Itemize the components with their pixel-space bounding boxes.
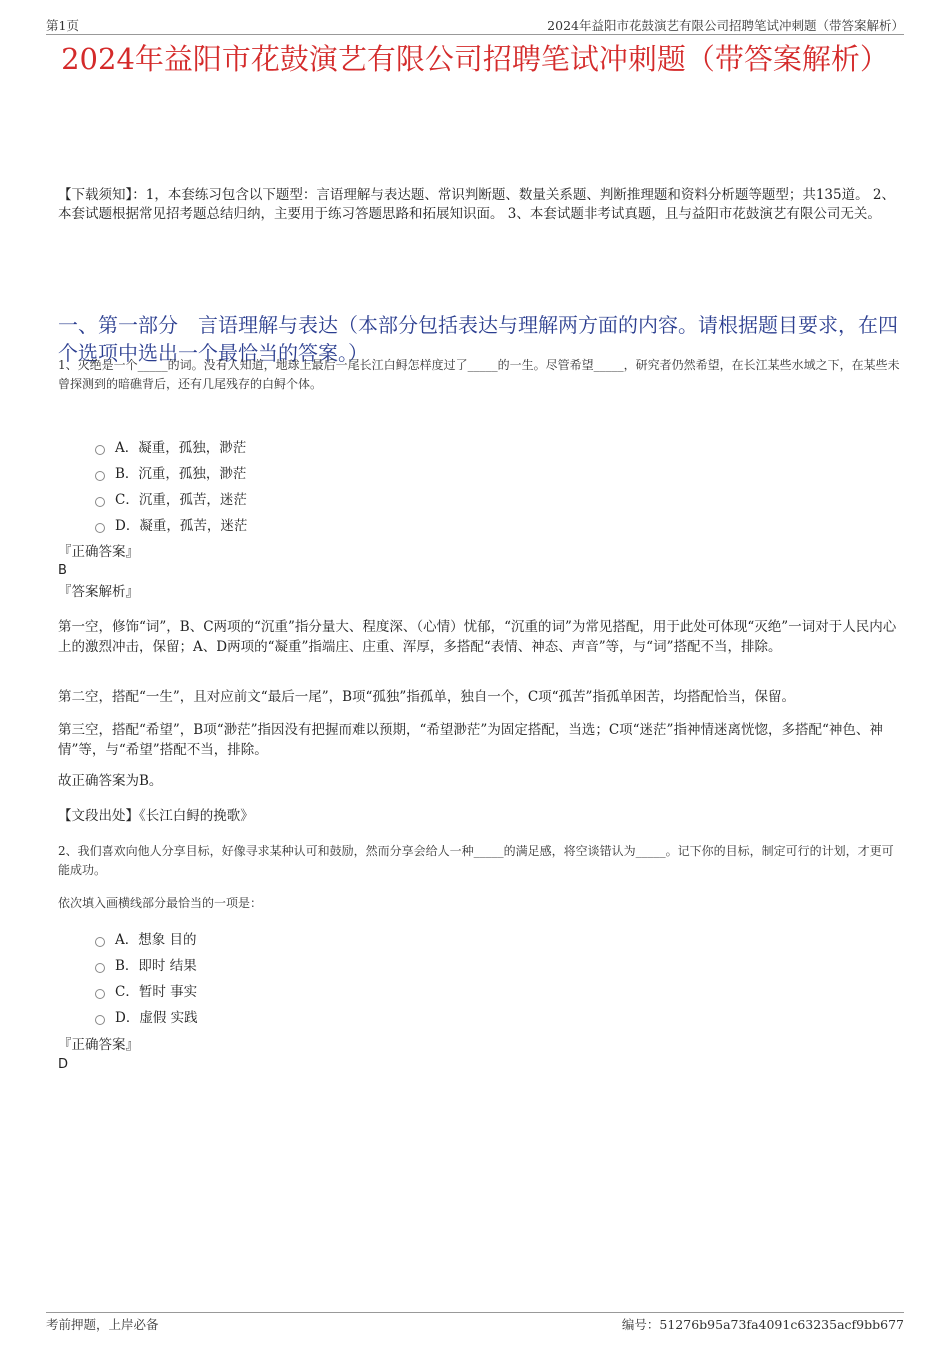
radio-icon[interactable] xyxy=(95,497,105,507)
question-1-options xyxy=(95,435,247,539)
option-a[interactable] xyxy=(95,435,247,461)
page-header xyxy=(46,14,904,35)
radio-icon[interactable] xyxy=(95,445,105,455)
analysis-paragraph-1: 第一空，修饰“词”，B、C两项的“沉重”指分量大、程度深、（心情）忧郁，“沉重的词”为常见搭配，用于此处可体现“灭绝”一词对于人民内心上的激烈冲击，保留；A、D两项的“凝重”指端庄、庄重、浑厚，多搭配“表情、神态、声音”等，与“词”搭配不当，排除。 xyxy=(58,619,897,655)
radio-icon[interactable] xyxy=(95,989,105,999)
radio-icon[interactable] xyxy=(95,471,105,481)
question-2-options xyxy=(95,927,198,1031)
correct-answer: B xyxy=(58,563,67,578)
option-label: A．凝重，孤独，渺茫 xyxy=(115,440,247,456)
option-d[interactable] xyxy=(95,513,247,539)
question-1-text: 1、灭绝是一个_____的词。没有人知道，地球上最后一尾长江白鲟怎样度过了_____的一生。尽管希望_____，研究者仍然希望，在长江某些水域之下，在某些未曾探测到的暗礁背后，还有几尾残存的白鲟个体。 xyxy=(58,358,900,391)
header-doc-title: 2024年益阳市花鼓演艺有限公司招聘笔试冲刺题（带答案解析） xyxy=(547,18,904,33)
question-2-prompt: 依次填入画横线部分最恰当的一项是： xyxy=(58,896,263,910)
option-label: B．即时 结果 xyxy=(115,958,197,974)
radio-icon[interactable] xyxy=(95,937,105,947)
option-b[interactable] xyxy=(95,953,198,979)
page-footer xyxy=(46,1312,904,1332)
option-b[interactable] xyxy=(95,461,247,487)
option-label: D．凝重，孤苦，迷茫 xyxy=(115,518,248,534)
footer-doc-id: 编号：51276b95a73fa4091c63235acf9bb677 xyxy=(621,1317,904,1332)
radio-icon[interactable] xyxy=(95,1015,105,1025)
option-label: A．想象 目的 xyxy=(115,932,197,948)
option-d[interactable] xyxy=(95,1005,198,1031)
source-citation: 【文段出处】《长江白鲟的挽歌》 xyxy=(58,808,254,824)
analysis-label: 『答案解析』 xyxy=(58,584,139,600)
correct-answer-label: 『正确答案』 xyxy=(58,1037,139,1053)
option-label: D．虚假 实践 xyxy=(115,1010,198,1026)
section-heading: 一、第一部分 言语理解与表达（本部分包括表达与理解两方面的内容。请根据题目要求，在四个选项中选出一个最恰当的答案。） xyxy=(58,313,898,365)
analysis-conclusion: 故正确答案为B。 xyxy=(58,773,163,789)
correct-answer-label: 『正确答案』 xyxy=(58,544,139,560)
document-title: 2024年益阳市花鼓演艺有限公司招聘笔试冲刺题（带答案解析） xyxy=(61,42,889,76)
option-c[interactable] xyxy=(95,487,247,513)
question-2-text: 2、我们喜欢向他人分享目标，好像寻求某种认可和鼓励，然而分享会给人一种_____的满足感，将空谈错认为_____。记下你的目标，制定可行的计划，才更可能成功。 xyxy=(58,844,894,877)
analysis-paragraph-2: 第二空，搭配“一生”，且对应前文“最后一尾”，B项“孤独”指孤单，独自一个，C项“孤苦”指孤单困苦，均搭配恰当，保留。 xyxy=(58,689,795,705)
correct-answer: D xyxy=(58,1057,69,1072)
footer-slogan: 考前押题，上岸必备 xyxy=(46,1317,159,1332)
radio-icon[interactable] xyxy=(95,963,105,973)
option-label: C．暂时 事实 xyxy=(115,984,198,1000)
option-c[interactable] xyxy=(95,979,198,1005)
page-number: 第1页 xyxy=(46,18,79,33)
option-label: B．沉重，孤独，渺茫 xyxy=(115,466,247,482)
option-label: C．沉重，孤苦，迷茫 xyxy=(115,492,247,508)
radio-icon[interactable] xyxy=(95,523,105,533)
analysis-paragraph-3: 第三空，搭配“希望”，B项“渺茫”指因没有把握而难以预期，“希望渺茫”为固定搭配，当选；C项“迷茫”指神情迷离恍惚，多搭配“神色、神情”等，与“希望”搭配不当，排除。 xyxy=(58,722,883,758)
option-a[interactable] xyxy=(95,927,198,953)
download-notice: 【下载须知】：1，本套练习包含以下题型：言语理解与表达题、常识判断题、数量关系题、判断推理题和资料分析题等题型；共135道。 2、本套试题根据常见招考题总结归纳，主要用于练习答题思路和拓展知识面。 3、本套试题非考试真题，且与益阳市花鼓演艺有限公司无关。 xyxy=(58,187,895,222)
